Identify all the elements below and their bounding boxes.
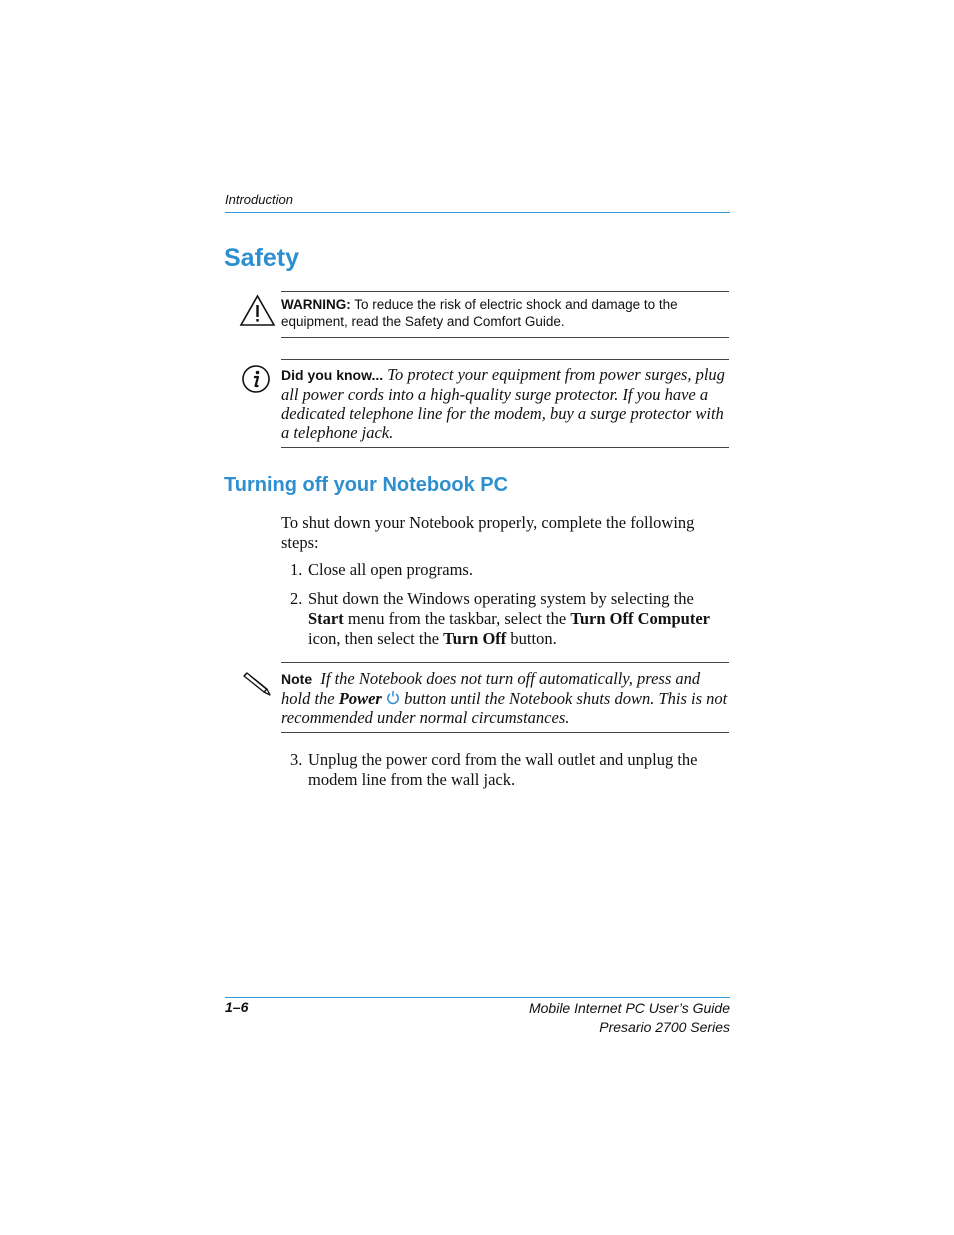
note-text-part: If the Notebook does not turn off automatically, press and hold the: [281, 669, 701, 708]
info-icon: [241, 364, 271, 394]
step-2-text-part: icon, then select the: [308, 629, 440, 648]
warning-label: WARNING:: [281, 297, 351, 312]
pencil-note-icon: [240, 672, 274, 700]
didyouknow-label: Did you know...: [281, 367, 384, 383]
note-text-part: button until the Notebook shuts down. This is not recommended under normal circumstances.: [281, 689, 728, 727]
guide-title: Mobile Internet PC User’s Guide: [528, 1000, 730, 1016]
start-menu-term: Start: [308, 609, 344, 628]
step-3: [281, 750, 729, 790]
didyouknow-text: To protect your equipment from power surges, plug all power cords into a high-quality surge protector. If you have a dedicated telephone line for the modem, buy a surge protector with a telephone jack.: [281, 365, 725, 442]
note-callout: [281, 669, 729, 727]
power-term: Power: [338, 689, 382, 708]
step-2-text-part: button.: [510, 629, 557, 648]
warning-triangle-icon: [239, 294, 276, 327]
step-3-number: 3.: [290, 750, 303, 769]
step-2-text-part: Shut down the Windows operating system by selecting the: [308, 589, 694, 608]
step-2-text-part: menu from the taskbar, select the: [347, 609, 567, 628]
header-rule: [225, 212, 730, 213]
warning-callout: [281, 296, 729, 330]
note-label: Note: [281, 671, 313, 687]
section-title: Safety: [224, 244, 300, 272]
note-bottom-rule: [281, 732, 729, 733]
step-2-number: 2.: [290, 589, 303, 608]
didyouknow-callout: [281, 365, 729, 442]
power-icon: [386, 690, 400, 705]
step-2-text: [308, 589, 729, 649]
step-1: [281, 560, 729, 580]
footer-rule: [225, 997, 730, 998]
didyouknow-top-rule: [281, 359, 729, 360]
turn-off-term: Turn Off: [443, 629, 507, 648]
step-3-text: Unplug the power cord from the wall outlet and unplug the modem line from the wall jack.: [308, 750, 698, 789]
subsection-title: Turning off your Notebook PC: [224, 474, 509, 496]
step-1-number: 1.: [290, 560, 303, 579]
didyouknow-bottom-rule: [281, 447, 729, 448]
warning-top-rule: [281, 291, 729, 292]
footer-title-block: [480, 999, 730, 1037]
step-1-text: Close all open programs.: [308, 560, 473, 579]
series-name: Presario 2700 Series: [599, 1019, 730, 1035]
step-2: [281, 589, 729, 649]
intro-paragraph: To shut down your Notebook properly, complete the following steps:: [281, 513, 695, 552]
note-top-rule: [281, 662, 729, 663]
running-head: Introduction: [225, 192, 293, 207]
warning-text: To reduce the risk of electric shock and damage to the equipment, read the Safety and Comfort Guide.: [281, 297, 678, 329]
page-number: 1–6: [225, 999, 249, 1015]
warning-bottom-rule: [281, 337, 729, 338]
turn-off-computer-term: Turn Off Computer: [570, 609, 710, 628]
